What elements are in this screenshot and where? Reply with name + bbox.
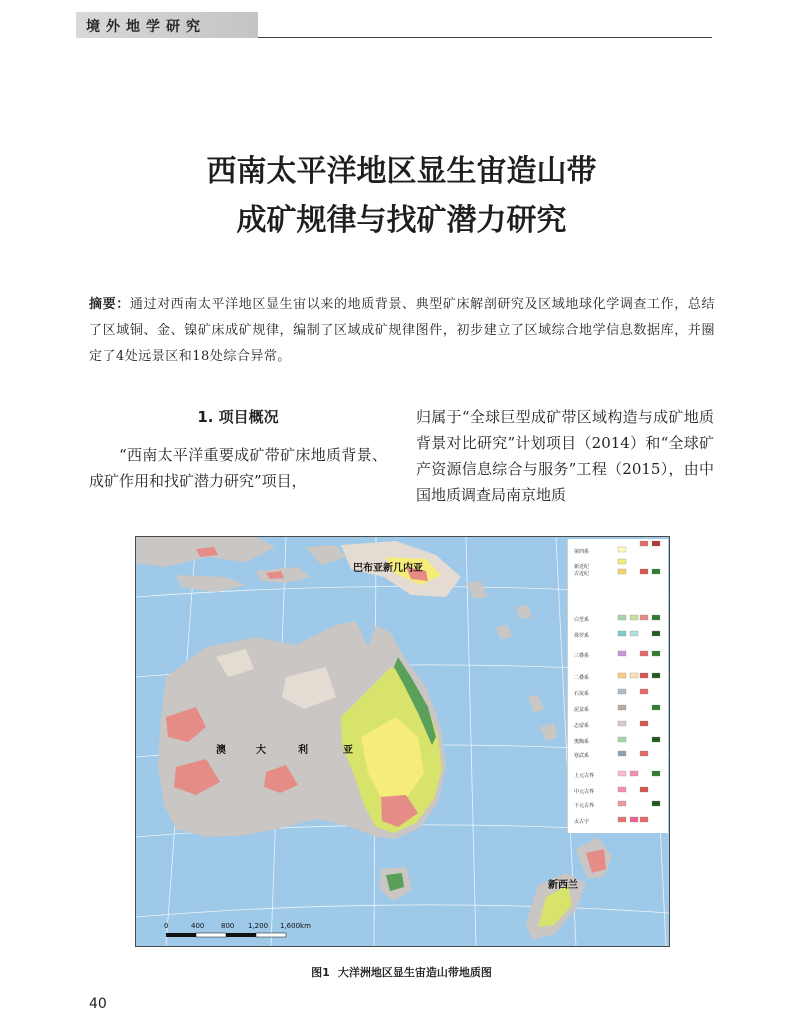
label-papua-new-guinea: 巴布亚新几内亚 xyxy=(353,563,423,574)
indonesia-landmass xyxy=(136,537,346,592)
scale-tick-label: 0 xyxy=(164,922,169,930)
legend-period: 新近纪 xyxy=(574,564,590,570)
figure-caption-text: 大洋洲地区显生宙造山带地质图 xyxy=(337,966,492,979)
article-title-line-2: 成矿规律与找矿潜力研究 xyxy=(236,203,567,238)
tasmania xyxy=(379,867,412,901)
legend-period: 泥盆系 xyxy=(574,707,590,713)
legend-period: 中元古界 xyxy=(574,789,595,795)
scale-tick-label: 1,600km xyxy=(280,922,311,930)
label-new-zealand: 新西兰 xyxy=(548,880,578,891)
legend-period: 奥陶系 xyxy=(574,739,590,745)
legend-period: 寒武系 xyxy=(574,753,590,759)
legend-period: 三叠系 xyxy=(574,653,590,659)
page-number: 40 xyxy=(89,996,107,1012)
legend-period: 侏罗系 xyxy=(574,633,590,639)
label-australia-char-4: 亚 xyxy=(343,745,353,756)
legend-period: 第四系 xyxy=(574,549,590,555)
pacific-islands xyxy=(466,581,558,741)
scale-tick-label: 400 xyxy=(191,922,205,930)
abstract xyxy=(89,292,715,370)
scale-tick-label: 1,200 xyxy=(248,922,269,930)
right-paragraph: 归属于“全球巨型成矿带区域构造与成矿地质背景对比研究”计划项目（2014）和“全球矿产资源信息综合与服务”工程（2015），由中国地质调查局南京地质 xyxy=(416,408,714,504)
label-australia-char-1: 澳 xyxy=(216,745,226,756)
geological-map-figure xyxy=(135,536,670,947)
running-header xyxy=(76,12,712,38)
section-heading: 1. 项目概况 xyxy=(197,408,279,426)
map-legend xyxy=(567,539,668,833)
australia-mainland xyxy=(158,621,446,839)
legend-period: 古近纪 xyxy=(574,571,590,577)
legend-period: 太古宇 xyxy=(574,819,590,825)
abstract-text: 通过对西南太平洋地区显生宙以来的地质背景、典型矿床解剖研究及区域地球化学调查工作，总结了区域铜、金、镍矿床成矿规律，编制了区域成矿规律图件，初步建立了区域综合地学信息数据库，并圈定了4处远景区和18处综合异常。 xyxy=(89,297,715,364)
legend-period: 石炭系 xyxy=(574,691,590,697)
right-column xyxy=(416,404,714,508)
article-title-line-1: 西南太平洋地区显生宙造山带 xyxy=(206,154,597,189)
legend-period: 白垩系 xyxy=(574,617,590,623)
left-paragraph: “西南太平洋重要成矿带矿床地质背景、成矿作用和找矿潜力研究”项目， xyxy=(89,446,387,490)
legend-period: 二叠系 xyxy=(574,675,590,681)
scale-bar xyxy=(166,933,286,937)
legend-period: 下元古界 xyxy=(574,803,595,809)
header-band xyxy=(76,12,258,38)
figure-number: 图1 xyxy=(311,966,330,979)
scale-tick-label: 800 xyxy=(221,922,235,930)
label-australia-char-2: 大 xyxy=(256,745,266,756)
label-australia-char-3: 利 xyxy=(298,745,308,756)
journal-name: 境外地学研究 xyxy=(86,19,206,35)
abstract-label: 摘要： xyxy=(89,297,130,312)
legend-period: 上元古界 xyxy=(574,773,595,779)
legend-period: 志留系 xyxy=(574,723,590,729)
header-rule xyxy=(258,37,712,38)
left-column xyxy=(89,404,387,494)
figure-caption xyxy=(0,964,803,980)
